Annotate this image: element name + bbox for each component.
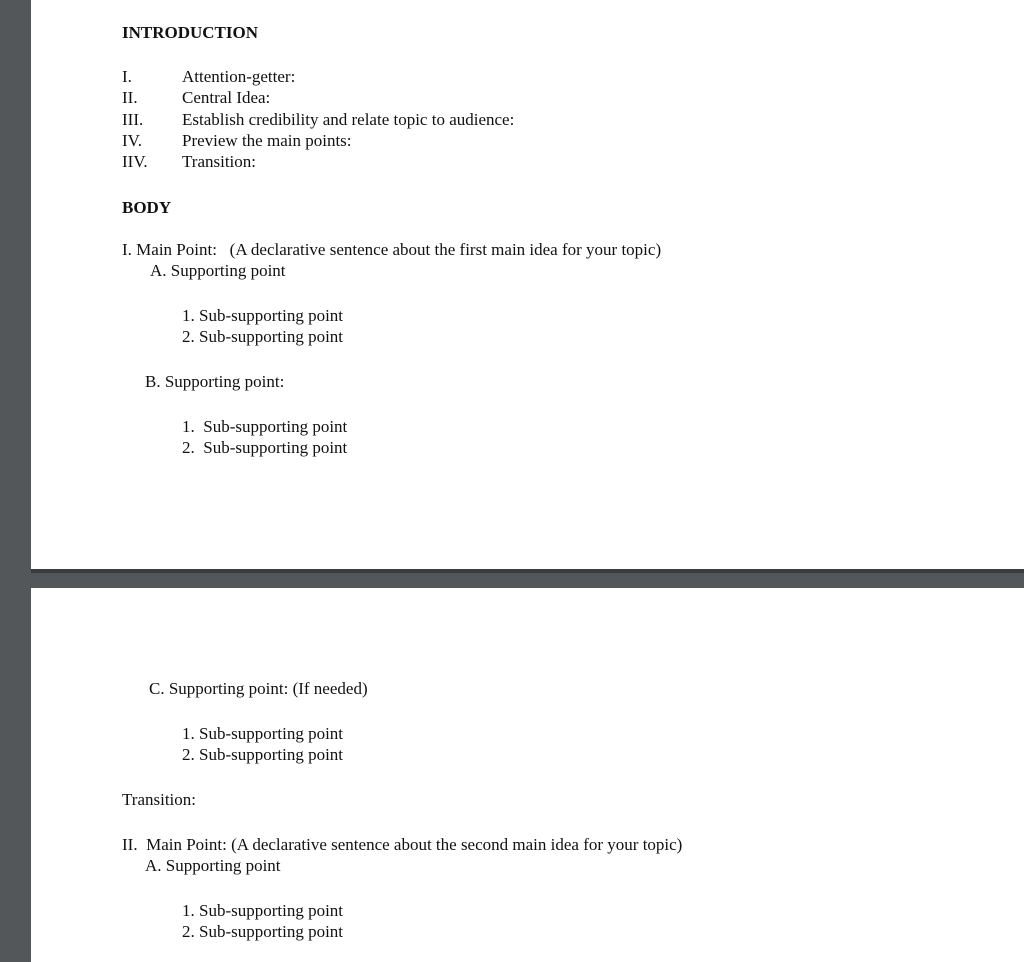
sub-supporting-point: 2. Sub-supporting point	[182, 438, 348, 457]
intro-item-number: IV.	[122, 131, 142, 150]
supporting-point-c: C. Supporting point: (If needed)	[149, 679, 368, 698]
supporting-point-b: B. Supporting point:	[145, 372, 285, 391]
main-point-1: I. Main Point: (A declarative sentence about the first main idea for your topic)	[122, 240, 662, 259]
supporting-point-a: A. Supporting point	[150, 261, 286, 280]
intro-item-attention-getter: Attention-getter:	[182, 67, 296, 86]
body-heading: BODY	[122, 198, 172, 217]
supporting-point-a: A. Supporting point	[145, 856, 281, 875]
sub-supporting-point: 1. Sub-supporting point	[182, 901, 344, 920]
document-page-2	[31, 588, 1024, 962]
sub-supporting-point: 1. Sub-supporting point	[182, 306, 344, 325]
intro-item-central-idea: Central Idea:	[182, 88, 271, 107]
sub-supporting-point: 2. Sub-supporting point	[182, 327, 344, 346]
intro-item-number: II.	[122, 88, 138, 107]
intro-item-number: IIV.	[122, 152, 148, 171]
page-separator	[31, 569, 1024, 573]
sub-supporting-point: 1. Sub-supporting point	[182, 724, 344, 743]
sub-supporting-point: 2. Sub-supporting point	[182, 745, 344, 764]
intro-item-number: I.	[122, 67, 132, 86]
document-page-1	[31, 0, 1024, 569]
main-point-2: II. Main Point: (A declarative sentence about the second main idea for your topic)	[122, 835, 683, 854]
introduction-heading: INTRODUCTION	[122, 23, 259, 42]
intro-item-preview: Preview the main points:	[182, 131, 352, 150]
intro-item-credibility: Establish credibility and relate topic to audience:	[182, 110, 515, 129]
intro-item-transition: Transition:	[182, 152, 257, 171]
intro-item-number: III.	[122, 110, 144, 129]
sub-supporting-point: 2. Sub-supporting point	[182, 922, 344, 941]
sub-supporting-point: 1. Sub-supporting point	[182, 417, 348, 436]
transition-label: Transition:	[122, 790, 197, 809]
